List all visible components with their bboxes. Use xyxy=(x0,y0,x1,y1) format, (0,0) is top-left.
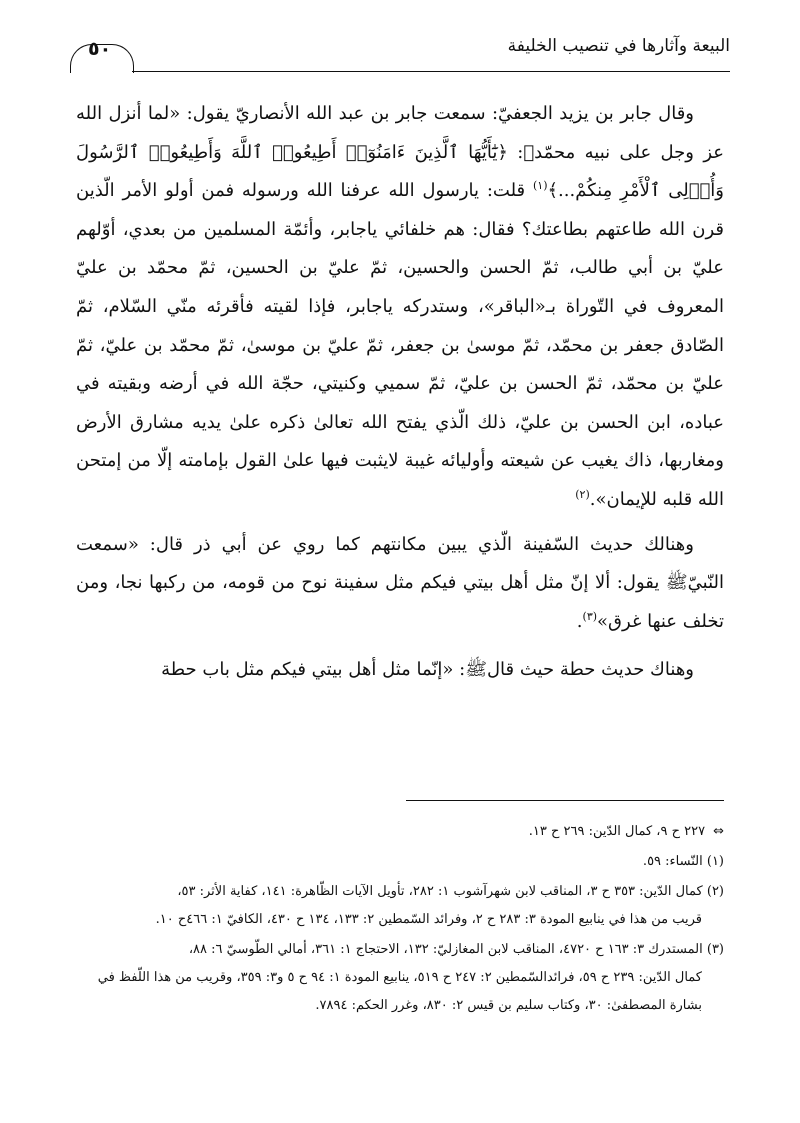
paragraph-text: وقال جابر بن يزيد الجعفيّ: سمعت جابر بن عبد الله الأنصاريّ يقول: «لما أنزل الله عز وجل على نبيه محمّدﷺ: ﴿يَٰٓأَيُّهَا ٱلَّذِينَ ءَامَنُوٓا۟ أَطِيعُوا۟ ٱللَّهَ وَأَطِيعُوا۟ ٱلرَّسُولَ وَأُو۟لِى ٱلْأَمْرِ مِنكُمْ...﴾ xyxy=(76,103,724,202)
footnote-text-continued: كمال الدّين: ٢٣٩ ح ٥٩، فرائدالسّمطين ٢: ٢٤٧ ح ٥١٩، ينابيع المودة ١: ٩٤ ح ٥ و٣: ٣٥٩، وقريب من هذا اللّفظ في بشارة المصطفىٰ: ٣٠، وكتاب سليم بن قيس ٢: ٨٣٠، وغرر الحكم: ٧٨٩٤. xyxy=(97,970,702,1013)
footnote-marker[interactable]: (٢) xyxy=(575,487,590,501)
footnote-number: (١) xyxy=(706,854,724,869)
footnote-carry xyxy=(76,818,724,846)
footnote-text: النّساء: ٥٩. xyxy=(642,854,703,869)
footnote-2 xyxy=(76,878,724,934)
paragraph-text: وهنالك حديث السّفينة الّذي يبين مكانتهم كما روي عن أبي ذر قال: «سمعت النّبيّﷺ يقول: ألا إنّ مثل أهل بيتي فيكم مثل سفينة نوح من قومه، من ركبها نجا، ومن تخلف عنها غرق» xyxy=(76,533,724,632)
page-number: ٥٠ xyxy=(88,38,112,60)
footnote-1 xyxy=(76,848,724,876)
body-text xyxy=(76,95,724,700)
double-arrow-icon: ⇔ xyxy=(713,824,724,839)
paragraph-text: قلت: يارسول الله عرفنا الله ورسوله فمن أولو الأمر الّذين قرن الله طاعتهم بطاعتك؟ فقال: هم خلفائي ياجابر، وأئمّة المسلمين من بعدي، أوّلهم عليّ بن أبي طالب، ثمّ الحسن والحسين، ثمّ عليّ بن الحسين، ثمّ محمّد بن عليّ المعروف في التّوراة بـ«الباقر»، وستدركه ياجابر، فإذا لقيته فأقرئه منّي السّلام، ثمّ الصّادق جعفر بن محمّد، ثمّ موسىٰ بن جعفر، ثمّ عليّ بن موسىٰ، ثمّ محمّد بن عليّ، ثمّ عليّ بن محمّد، ثمّ الحسن بن عليّ، ثمّ سميي وكنيتي، حجّة الله في أرضه وبقيته في عباده، ابن الحسن بن عليّ، ذلك الّذي يفتح الله تعالىٰ ذكره علىٰ يديه مشارق الأرض ومغاربها، ذاك يغيب عن شيعته وأوليائه غيبة لايثبت فيها علىٰ القول بإمامته إلّا من إمتحن الله قلبه للإيمان». xyxy=(76,180,724,510)
paragraph-safina: وهنالك حديث السّفينة الّذي يبين مكانتهم كما روي عن أبي ذر قال: «سمعت النّبيّﷺ يقول: ألا إنّ مثل أهل بيتي فيكم مثل سفينة نوح من قومه، من ركبها نجا، ومن تخلف عنها غرق»$^{(٣)}$. xyxy=(76,533,724,632)
footnote-text: المستدرك ٣: ١٦٣ ح ٤٧٢٠، المناقب لابن المغازليّ: ١٣٢، الاحتجاج ١: ٣٦١، أمالي الطّوسيّ ٦: ٨٨، xyxy=(188,942,703,957)
running-header xyxy=(70,30,730,72)
header-rule xyxy=(132,71,730,72)
paragraph-text: وهناك حديث حطة حيث قالﷺ: «إنّما مثل أهل بيتي فيكم مثل باب حطة xyxy=(161,659,694,681)
footnote-number: (٢) xyxy=(706,884,724,899)
running-title: البيعة وآثارها في تنصيب الخليفة xyxy=(507,36,730,56)
paragraph-hitta xyxy=(76,651,724,690)
footnotes xyxy=(76,818,724,1022)
footnote-text-continued: قريب من هذا في ينابيع المودة ٣: ٢٨٣ ح ٢، وفرائد السّمطين ٢: ١٣٣، ١٣٤ ح ٤٣٠، الكافيّ ١: ٤٦٦ح ١٠. xyxy=(155,912,702,927)
paragraph-jabir xyxy=(76,95,724,520)
footnote-3 xyxy=(76,936,724,1020)
footnote-text: ٢٢٧ ح ٩، كمال الدّين: ٢٦٩ ح ١٣. xyxy=(528,824,706,839)
footnote-separator xyxy=(406,800,724,801)
footnote-marker[interactable]: (١) xyxy=(532,179,548,193)
footnote-number: (٣) xyxy=(706,942,724,957)
footnote-marker[interactable]: (٣) xyxy=(582,609,598,623)
footnote-text: كمال الدّين: ٣٥٣ ح ٣، المناقب لابن شهرآشوب ١: ٢٨٢، تأويل الآيات الظّاهرة: ١٤١، كفاية الأثر: ٥٣، xyxy=(177,884,703,899)
